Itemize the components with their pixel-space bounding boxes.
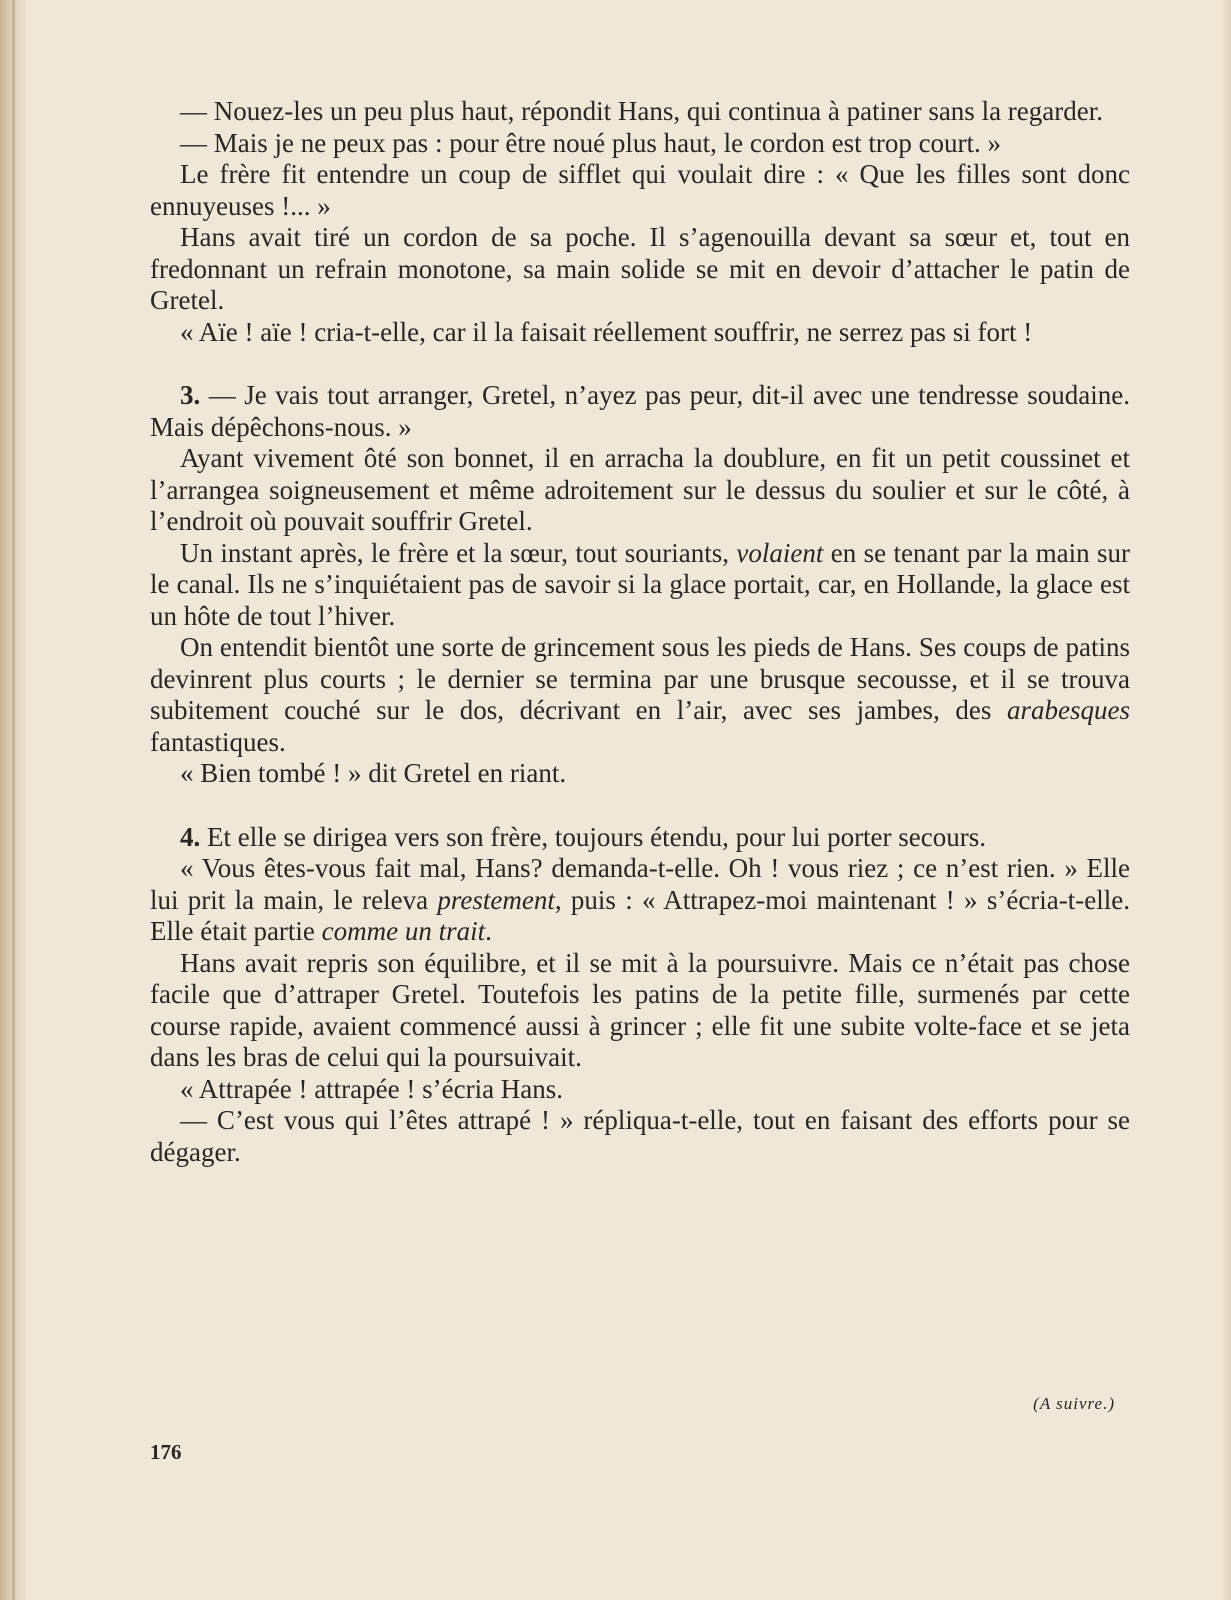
- text-run: Hans avait repris son équilibre, et il se mit à la poursuivre. Mais ce n’était pas chose facile que d’attraper Gretel. Toutefois les patins de la petite fille, surmenés par cette course rapide, avaient commencé aussi à grincer ; elle fit une subite volte-face et se jeta dans les bras de celui qui la poursuivait.: [150, 947, 1130, 1072]
- page-number: 176: [150, 1440, 182, 1464]
- text-run: Un instant après, le frère et la sœur, tout souriants,: [180, 537, 737, 568]
- text-run: Et elle se dirigea vers son frère, toujours étendu, pour lui porter secours.: [200, 821, 987, 852]
- paragraph: [150, 948, 1130, 1074]
- text-run: — Je vais tout arranger, Gretel, n’ayez pas peur, dit-il avec une tendresse soudaine. Mais dépêchons-nous. »: [150, 380, 1130, 442]
- paragraph: [150, 380, 1130, 443]
- paragraph: [150, 159, 1130, 222]
- continuation-note: (A suivre.): [1033, 1394, 1115, 1413]
- text-run: fantastiques.: [150, 726, 286, 757]
- text-run: — Nouez-les un peu plus haut, répondit Hans, qui continua à patiner sans la regarder.: [180, 96, 1103, 126]
- paragraph: [150, 822, 1130, 854]
- paragraph: [150, 96, 1130, 128]
- italic-word: comme un trait: [321, 916, 486, 946]
- text-run: « Bien tombé ! » dit Gretel en riant.: [180, 758, 567, 788]
- paragraph: [150, 758, 1130, 790]
- paragraph: [150, 443, 1130, 538]
- paragraph: [150, 853, 1130, 948]
- paragraph: [150, 1105, 1130, 1168]
- paragraph: [150, 538, 1130, 633]
- text-run: en se tenant par la main sur le canal. Ils ne s’inquiétaient pas de savoir si la glace portait, car, en Hollande, la glace est un hôte de tout l’hiver.: [150, 537, 1130, 631]
- story-text: [150, 96, 1130, 1168]
- paragraph: [150, 632, 1130, 758]
- text-run: .: [485, 916, 492, 946]
- italic-word: arabesques: [1007, 695, 1130, 725]
- text-run: , puis : « Attrapez-moi maintenant ! » s’écria-t-elle. Elle était partie: [150, 884, 1130, 946]
- book-gutter-line: [12, 0, 15, 1600]
- page-edge: [1221, 0, 1231, 1600]
- text-run: — C’est vous qui l’êtes attrapé ! » répliqua-t-elle, tout en faisant des efforts pour se dégager.: [150, 1105, 1130, 1167]
- paragraph: [150, 222, 1130, 317]
- text-run: « Aïe ! aïe ! cria-t-elle, car il la faisait réellement souffrir, ne serrez pas si fort !: [180, 316, 1033, 347]
- paragraph: [150, 317, 1130, 349]
- section-number: 4.: [180, 821, 201, 852]
- italic-word: prestement: [437, 884, 555, 915]
- italic-word: volaient: [736, 537, 824, 568]
- paragraph: [150, 128, 1130, 160]
- paragraph: [150, 1074, 1130, 1106]
- text-run: « Attrapée ! attrapée ! s’écria Hans.: [180, 1073, 564, 1104]
- text-run: Le frère fit entendre un coup de sifflet qui voulait dire : « Que les filles sont donc ennuyeuses !... »: [150, 159, 1130, 221]
- text-run: Ayant vivement ôté son bonnet, il en arracha la doublure, en fit un petit coussinet et l’arrangea soigneusement et même adroitement sur le dessus du soulier et sur le côté, à l’endroit où pouvait souffrir Gretel.: [150, 443, 1130, 536]
- section-number: 3.: [180, 380, 201, 410]
- text-run: — Mais je ne peux pas : pour être noué plus haut, le cordon est trop court. »: [180, 127, 1002, 158]
- text-run: On entendit bientôt une sorte de grincement sous les pieds de Hans. Ses coups de patins devinrent plus courts ; le dernier se termina par une brusque secousse, et il se trouva subitement couché sur le dos, décrivant en l’air, avec ses jambes, des: [150, 632, 1130, 725]
- text-run: Hans avait tiré un cordon de sa poche. Il s’agenouilla devant sa sœur et, tout en fredonnant un refrain monotone, sa main solide se mit en devoir d’attacher le patin de Gretel.: [150, 222, 1130, 315]
- text-run: « Vous êtes-vous fait mal, Hans? demanda-t-elle. Oh ! vous riez ; ce n’est rien. » Elle lui prit la main, le releva: [150, 853, 1130, 915]
